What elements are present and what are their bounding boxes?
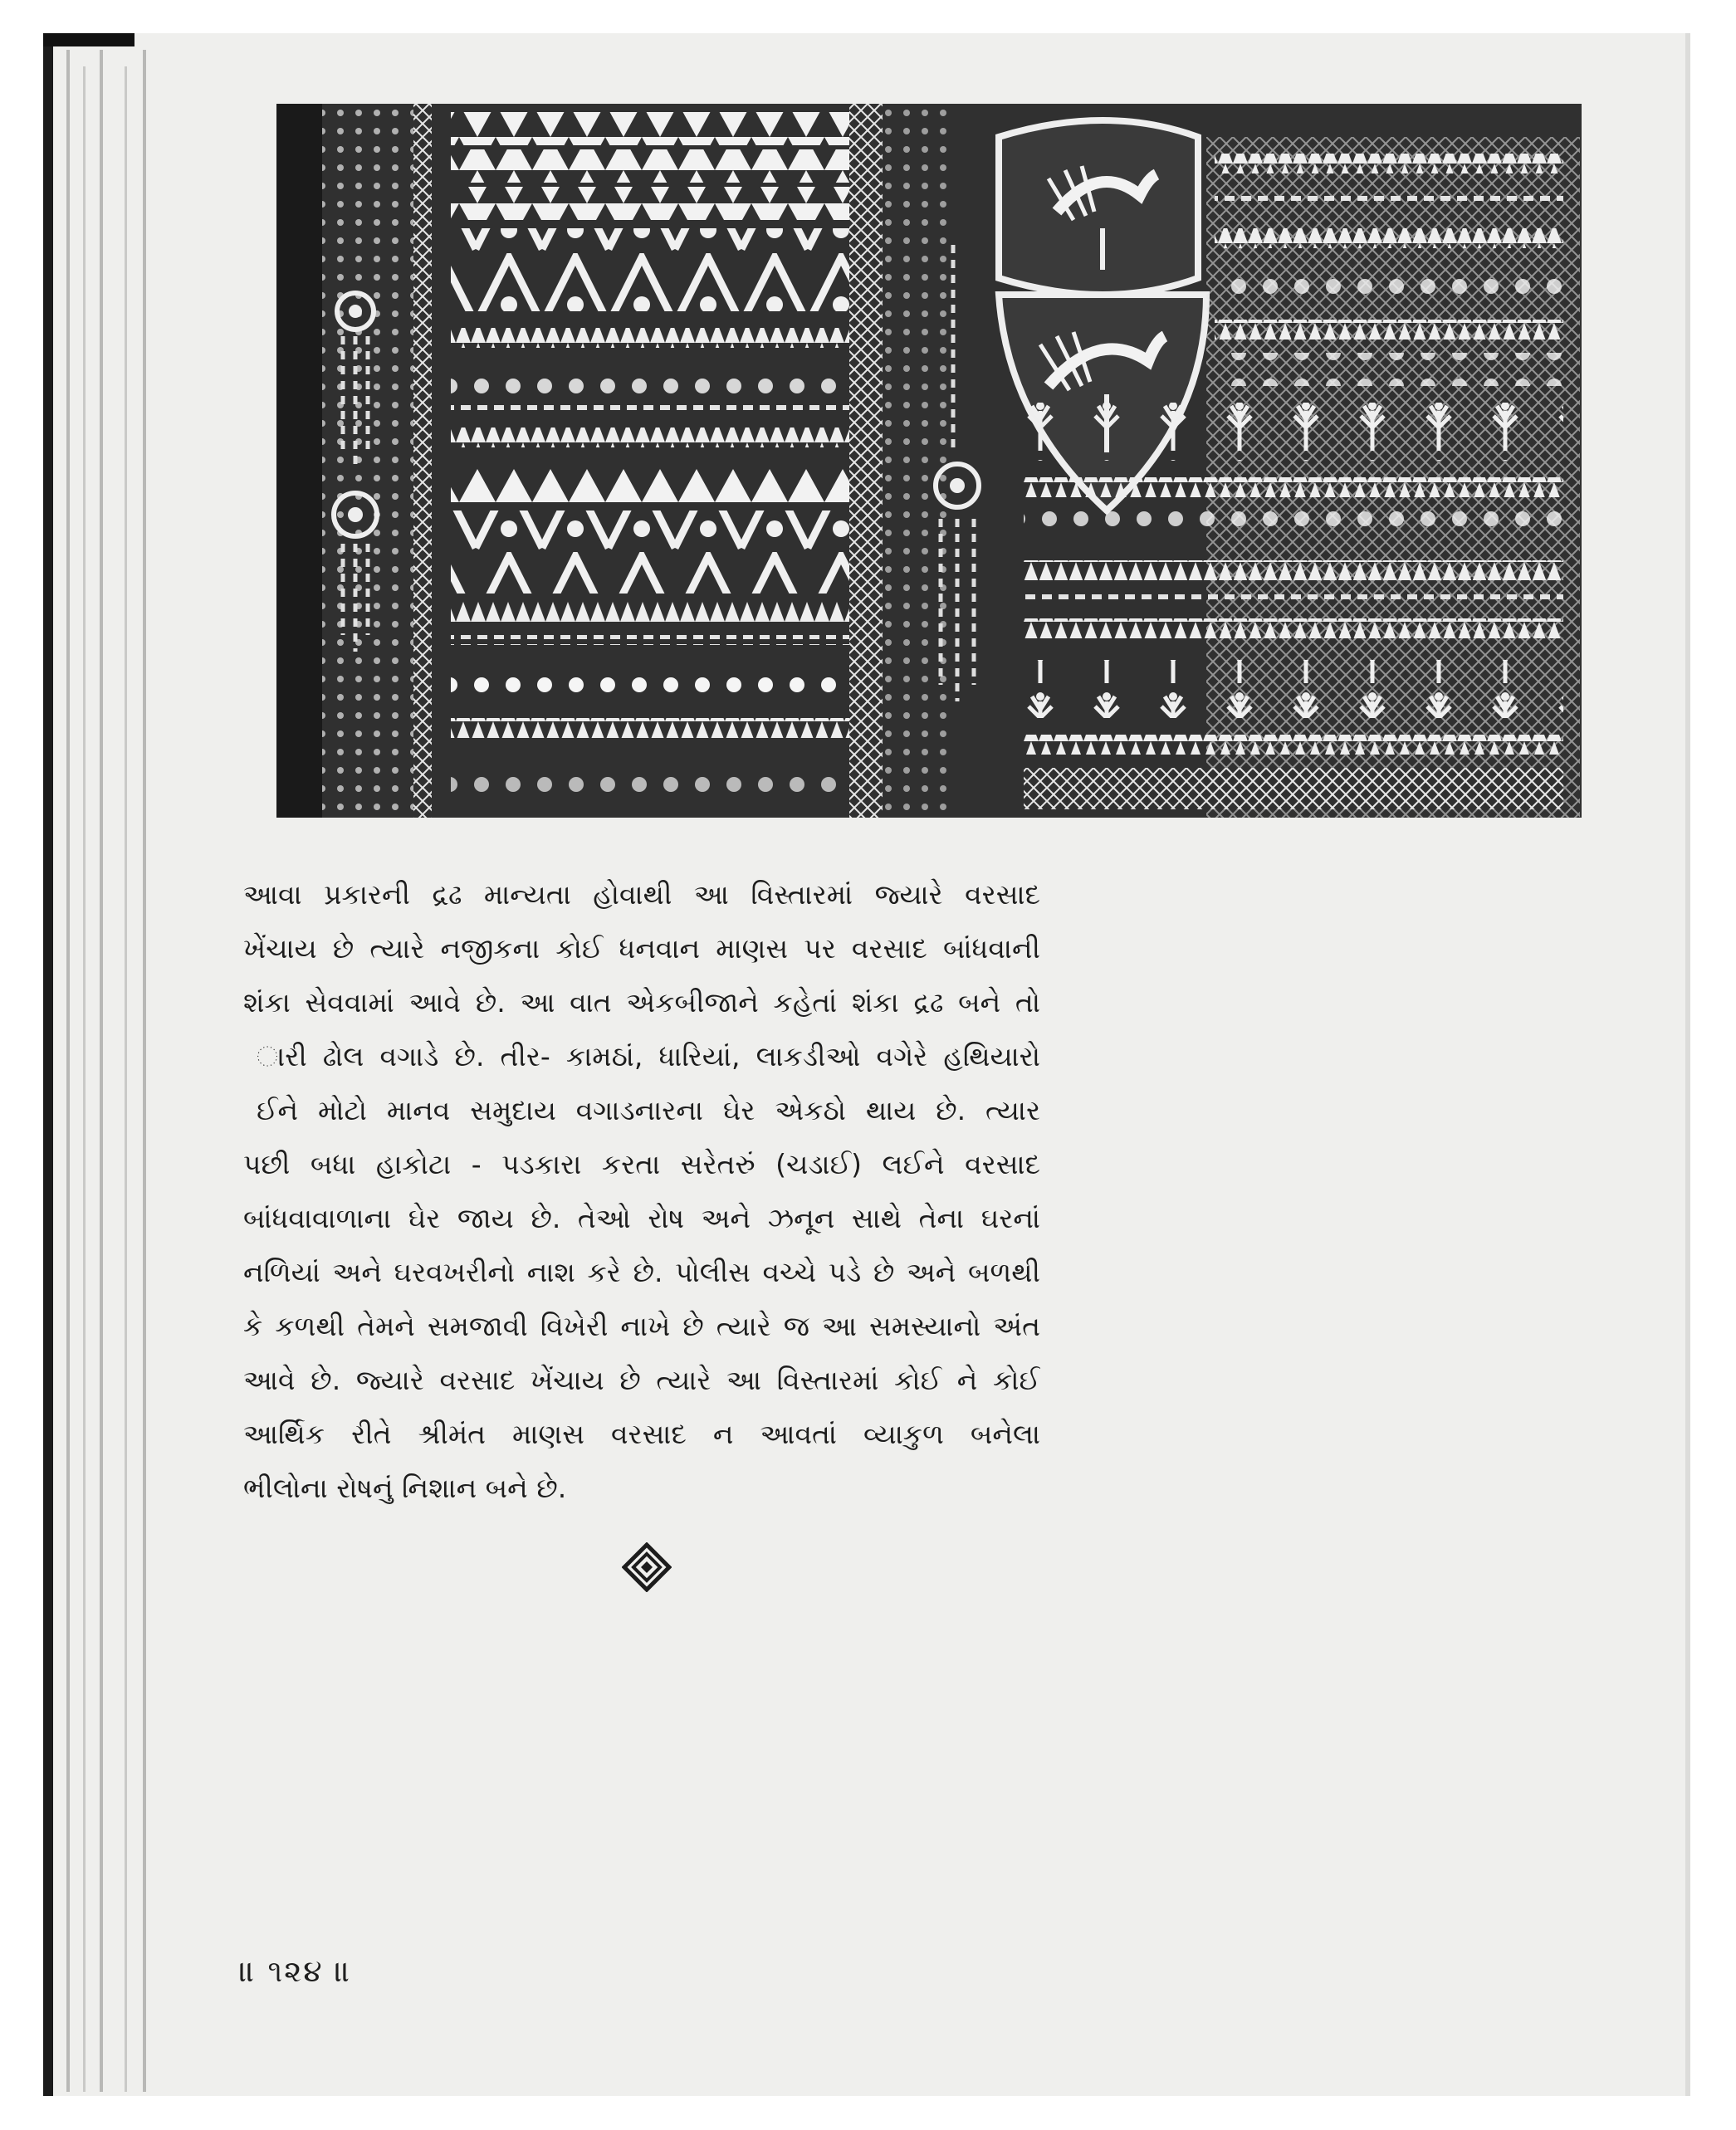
- text-line: આવે છે. જ્યારે વરસાદ ખેંચાય છે ત્યારે આ વિસ્તારમાં કોઈ ને કોઈ: [243, 1364, 1040, 1396]
- text-line: કે કળથી તેમને સમજાવી વિખેરી નાખે છે ત્યારે જ આ સમસ્યાનો અંત: [243, 1310, 1040, 1342]
- text-line: ભીલોના રોષનું નિશાન બને છે.: [243, 1472, 567, 1504]
- page-right-edge: [1685, 33, 1690, 2096]
- text-line: ઈને મોટો માનવ સમુદાય વગાડનારના ઘેર એકઠો થાય છે. ત્યાર: [257, 1094, 1040, 1126]
- page-edge: [100, 50, 103, 2092]
- text-line: ખેંચાય છે ત્યારે નજીકના કોઈ ધનવાન માણસ પર વરસાદ બાંધવાની: [243, 932, 1040, 965]
- text-line: પછી બધા હાકોટા - પડકારા કરતા સરેતરું (ચડાઈ) લઈને વરસાદ: [243, 1148, 1040, 1180]
- page-edge: [66, 50, 70, 2092]
- text-line: આર્થિક રીતે શ્રીમંત માણસ વરસાદ ન આવતાં વ્યાકુળ બનેલા: [243, 1418, 1040, 1450]
- text-line: આવા પ્રકારની દ્રઢ માન્યતા હોવાથી આ વિસ્તારમાં જ્યારે વરસાદ: [243, 878, 1040, 911]
- book-spine: [43, 33, 53, 2096]
- diamond-ornament-icon: [622, 1542, 672, 1592]
- text-line: શંકા સેવવામાં આવે છે. આ વાત એકબીજાને કહેતાં શંકા દ્રઢ બને તો: [243, 986, 1040, 1019]
- page-edge: [125, 66, 127, 2092]
- textile-photograph: [276, 104, 1582, 818]
- text-line: નળિયાં અને ઘરવખરીનો નાશ કરે છે. પોલીસ વચ્ચે પડે છે અને બળથી: [243, 1256, 1040, 1288]
- book-corner-shadow: [43, 33, 134, 46]
- page-edge: [143, 50, 146, 2092]
- page-edge: [83, 66, 86, 2092]
- text-line: ારી ઢોલ વગાડે છે. તીર- કામઠાં, ધારિયાં, લાકડીઓ વગેરે હથિયારો: [257, 1040, 1040, 1072]
- page-number: ॥ ૧૨૪ ॥: [239, 1955, 352, 1989]
- body-paragraph: [243, 867, 1040, 1515]
- text-line: બાંધવાવાળાના ઘેર જાય છે. તેઓ રોષ અને ઝનૂન સાથે તેના ઘરનાં: [243, 1202, 1040, 1234]
